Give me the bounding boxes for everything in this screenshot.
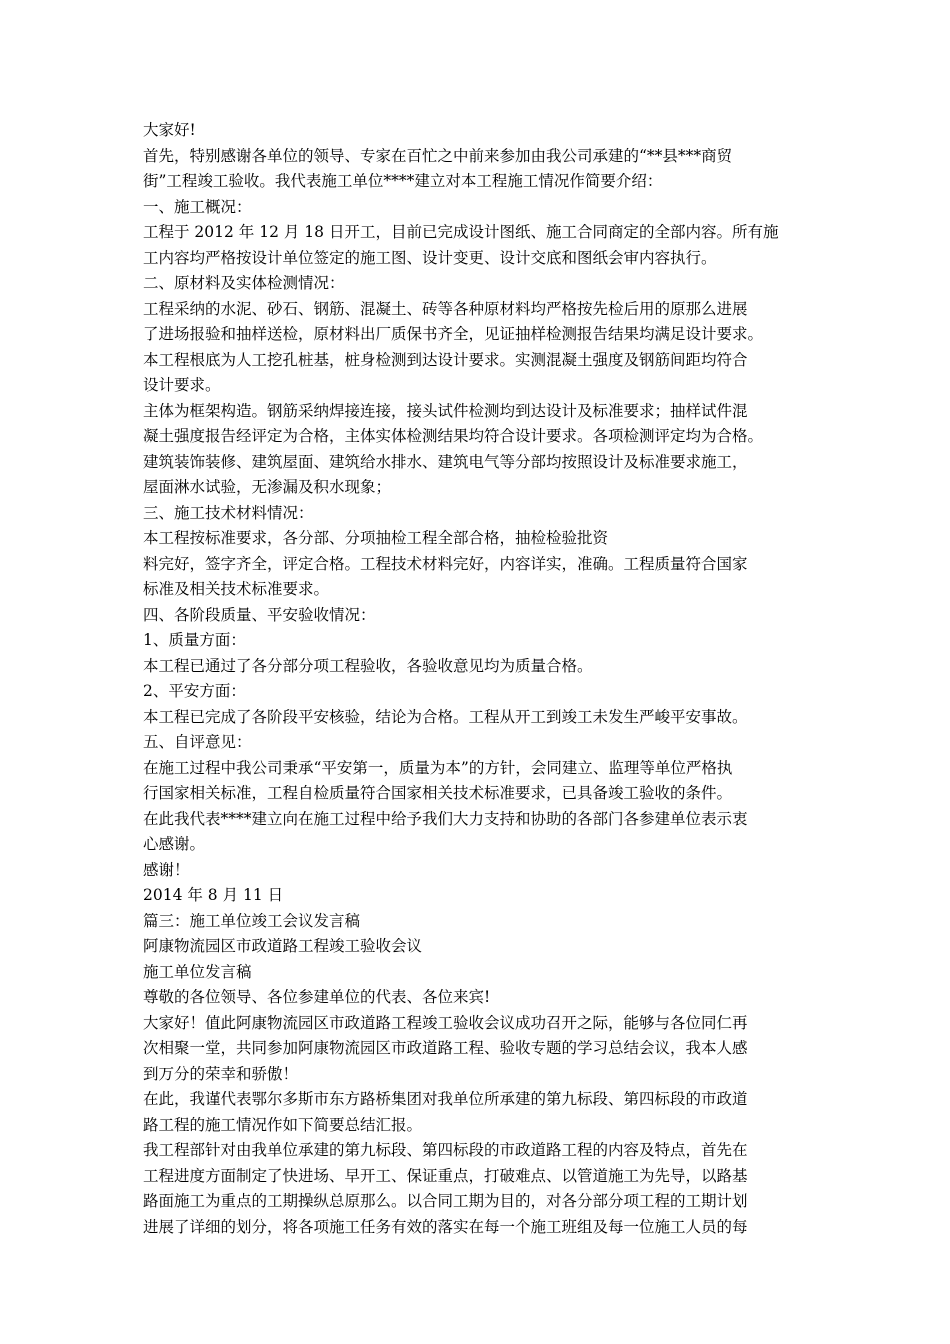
text-line: 到万分的荣幸和骄傲！ — [143, 1064, 299, 1083]
text-line: 本工程已通过了各分部分项工程验收，各验收意见均为质量合格。 — [143, 656, 593, 675]
text-line: 工程于 2012 年 12 月 18 日开工，目前已完成设计图纸、施工合同商定的全部内容。所有施 — [143, 223, 779, 241]
text-line: 进展了详细的划分，将各项施工任务有效的落实在每一个施工班组及每一位施工人员的每 — [143, 1217, 748, 1236]
text-line: 施工单位发言稿 — [143, 962, 252, 981]
text-line: 工程进度方面制定了快进场、早开工、保证重点，打破难点、以管道施工为先导，以路基 — [143, 1166, 748, 1185]
text-line: 路工程的施工情况作如下简要总结汇报。 — [143, 1115, 423, 1134]
text-line: 四、各阶段质量、平安验收情况： — [143, 605, 376, 624]
text-line: 二、原材料及实体检测情况： — [143, 274, 345, 292]
text-line: 料完好，签字齐全，评定合格。工程技术材料完好，内容详实，准确。工程质量符合国家 — [143, 554, 748, 573]
text-line: 首先，特别感谢各单位的领导、专家在百忙之中前来参加由我公司承建的“**县***商贸 — [143, 146, 733, 165]
text-line: 街”工程竣工验收。我代表施工单位****建立对本工程施工情况作简要介绍： — [143, 172, 663, 190]
text-line: 主体为框架构造。钢筋采纳焊接连接，接头试件检测均到达设计及标准要求；抽样试件混 — [143, 401, 748, 420]
text-line: 了进场报验和抽样送检，原材料出厂质保书齐全，见证抽样检测报告结果均满足设计要求。 — [143, 325, 764, 343]
text-line: 工程采纳的水泥、砂石、钢筋、混凝土、砖等各种原材料均严格按先检后用的原那么进展 — [143, 299, 748, 318]
text-line: 三、施工技术材料情况： — [143, 503, 314, 522]
text-line: 阿康物流园区市政道路工程竣工验收会议 — [143, 937, 423, 955]
text-line: 1、质量方面： — [143, 631, 246, 649]
text-line: 在此我代表****建立向在施工过程中给予我们大力支持和协助的各部门各参建单位表示衷 — [143, 809, 748, 828]
text-line: 心感谢。 — [143, 835, 206, 853]
text-line: 在施工过程中我公司秉承“平安第一，质量为本”的方针，会同建立、监理等单位严格执 — [143, 758, 733, 777]
document-body — [143, 118, 813, 1240]
text-line: 本工程按标准要求，各分部、分项抽检工程全部合格，抽检检验批资 — [143, 529, 609, 547]
text-line: 路面施工为重点的工期操纵总原那么。以合同工期为目的，对各分部分项工程的工期计划 — [143, 1192, 748, 1210]
text-line: 大家好！值此阿康物流园区市政道路工程竣工验收会议成功召开之际，能够与各位同仁再 — [143, 1013, 748, 1032]
text-line: 在此，我谨代表鄂尔多斯市东方路桥集团对我单位所承建的第九标段、第四标段的市政道 — [143, 1090, 748, 1108]
text-line: 尊敬的各位领导、各位参建单位的代表、各位来宾! — [143, 988, 491, 1006]
text-line: 建筑装饰装修、建筑屋面、建筑给水排水、建筑电气等分部均按照设计及标准要求施工， — [143, 452, 748, 471]
text-line: 行国家相关标准，工程自检质量符合国家相关技术标准要求，已具备竣工验收的条件。 — [143, 784, 733, 802]
text-line: 2014 年 8 月 11 日 — [143, 886, 284, 904]
text-line: 屋面淋水试验，无渗漏及积水现象； — [143, 478, 392, 496]
text-line: 设计要求。 — [143, 376, 221, 394]
text-line: 篇三：施工单位竣工会议发言稿 — [143, 911, 361, 930]
document-page — [143, 118, 813, 1240]
text-line: 我工程部针对由我单位承建的第九标段、第四标段的市政道路工程的内容及特点，首先在 — [143, 1141, 748, 1159]
text-line: 凝土强度报告经评定为合格，主体实体检测结果均符合设计要求。各项检测评定均为合格。 — [143, 427, 764, 445]
text-line: 标准及相关技术标准要求。 — [143, 580, 330, 598]
text-line: 五、自评意见： — [143, 733, 252, 751]
text-line: 工内容均严格按设计单位签定的施工图、设计变更、设计交底和图纸会审内容执行。 — [143, 248, 717, 267]
text-line: 2、平安方面： — [143, 682, 246, 700]
text-line: 感谢！ — [143, 860, 190, 879]
text-line: 本工程已完成了各阶段平安核验，结论为合格。工程从开工到竣工未发生严峻平安事故。 — [143, 707, 748, 726]
text-line: 次相聚一堂，共同参加阿康物流园区市政道路工程、验收专题的学习总结会议，我本人感 — [143, 1039, 748, 1057]
text-line: 本工程根底为人工挖孔桩基，桩身检测到达设计要求。实测混凝土强度及钢筋间距均符合 — [143, 350, 748, 369]
text-line: 一、施工概况： — [143, 197, 252, 216]
text-line: 大家好! — [143, 121, 196, 139]
